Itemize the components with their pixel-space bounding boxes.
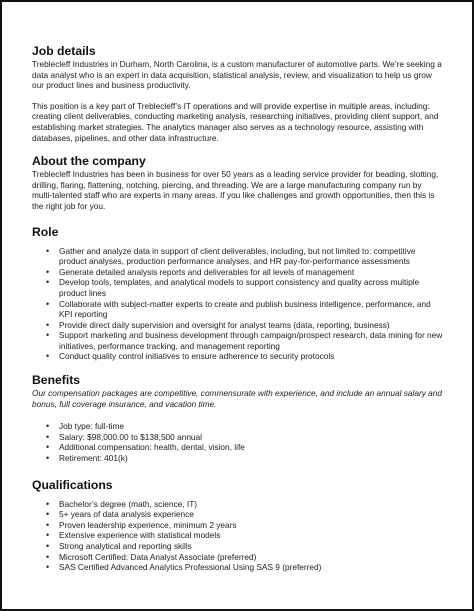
role-item: • Provide direct daily supervision and oversight for analyst teams (data, reporting, business) — [46, 320, 444, 331]
qualification-item: • Proven leadership experience, minimum 2 years — [46, 520, 444, 531]
qualification-item: • SAS Certified Advanced Analytics Professional Using SAS 9 (preferred) — [46, 562, 444, 573]
role-item: • Develop tools, templates, and analytical models to support consistency and quality across multiple product lines — [46, 277, 444, 298]
about-company-paragraph: Treblecleff Industries has been in business for over 50 years as a leading service provider for beading, slotting, drilling, flaring, flattening, notching, piercing, and threading. We are a large manufacturing company run by multi-talented staff who are experts in many areas. If you like challenges and growth opportunities, then this is the right job for you. — [32, 169, 439, 211]
qualification-item: • 5+ years of data analysis experience — [46, 509, 444, 520]
benefit-item: • Retirement: 401(k) — [46, 453, 444, 464]
about-company-heading: About the company — [32, 154, 146, 169]
job-details-heading: Job details — [32, 44, 96, 58]
benefit-item: • Job type: full-time — [46, 421, 444, 432]
role-heading: Role — [32, 224, 59, 239]
role-item: • Conduct quality control initiatives to ensure adherence to security protocols — [46, 351, 444, 362]
qualification-item: • Extensive experience with statistical models — [46, 530, 444, 541]
qualification-item: • Strong analytical and reporting skills — [46, 541, 444, 552]
qualifications-heading: Qualifications — [32, 477, 113, 492]
benefits-heading: Benefits — [32, 373, 81, 388]
role-item: • Gather and analyze data in support of client deliverables, including, but not limited to: competitive product analyses, production performance analyses, and HR pay-for-performance assessments — [46, 246, 444, 267]
qualification-item: • Bachelor’s degree (math, science, IT) — [46, 499, 444, 510]
benefits-list — [32, 421, 444, 463]
job-details-paragraph: This position is a key part of Treblecleff’s IT operations and will provide expertise in multiple areas, including: creating client deliverables, conducting marketing analysis, researching initiatives, providing client support, and establishing market strategies. The analytics manager also serves as a technology resource, assisting with databases, pipelines, and other data infrastructure. — [32, 100, 439, 143]
benefit-item: • Additional compensation: health, dental, vision, life — [46, 442, 444, 453]
qualifications-list — [32, 499, 444, 573]
role-list — [32, 246, 444, 363]
benefits-intro: Our compensation packages are competitive, commensurate with experience, and include an annual salary and bonus, full coverage insurance, and vacation time. — [32, 388, 443, 409]
role-item: • Generate detailed analysis reports and deliverables for all levels of management — [46, 267, 444, 278]
role-item: • Collaborate with subject-matter experts to create and publish business intelligence, performance, and KPI reporting — [46, 299, 444, 320]
job-details-paragraph: Treblecleff Industries in Durham, North Carolina, is a custom manufacturer of automotive parts. We’re seeking a data analyst who is an expert in data acquisition, statistical analysis, review, and visualization to help us grow our product lines and business productivity. — [32, 59, 442, 91]
benefit-item: • Salary: $98,000.00 to $138,500 annual — [46, 432, 444, 443]
qualification-item: • Microsoft Certified: Data Analyst Associate (preferred) — [46, 552, 444, 563]
role-item: • Support marketing and business development through campaign/prospect research, data mining for new initiatives, performance tracking, and management reporting — [46, 330, 444, 351]
